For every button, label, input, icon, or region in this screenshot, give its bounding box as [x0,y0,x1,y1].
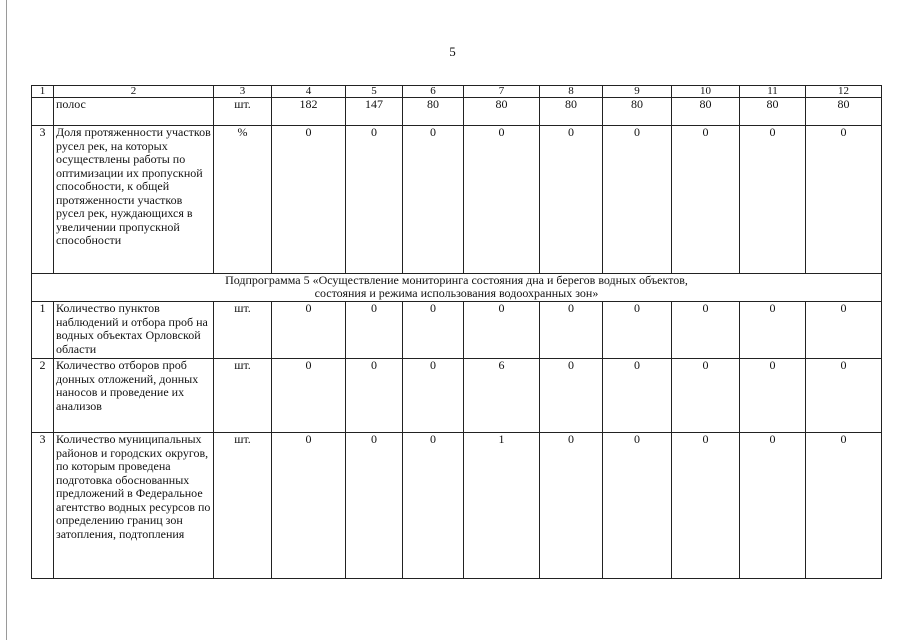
value-cell: 0 [806,433,882,579]
value-cell: 80 [403,98,464,126]
column-header: 1 [32,86,54,98]
row-number: 1 [32,302,54,359]
unit-cell: шт. [214,302,272,359]
row-number [32,98,54,126]
value-cell: 0 [540,433,603,579]
column-header: 4 [272,86,346,98]
table-row [32,98,882,126]
value-cell: 0 [603,302,672,359]
value-cell: 0 [740,126,806,274]
value-cell: 6 [464,359,540,433]
value-cell: 0 [272,302,346,359]
value-cell: 0 [540,302,603,359]
indicator-name: полос [54,98,214,126]
table-row [32,359,882,433]
value-cell: 80 [740,98,806,126]
value-cell: 0 [346,302,403,359]
column-header: 6 [403,86,464,98]
indicator-name: Количество муниципальных районов и городских округов, по которым проведена подготовка обоснованных предложений в Федеральное агентство водных ресурсов по определению границ зон затопления, подтопления [54,433,214,579]
indicator-name: Доля протяженности участков русел рек, на которых осуществлены работы по оптимизации их пропускной способности, к общей протяженности участков русел рек, нуждающихся в увеличении пропускной способности [54,126,214,274]
table-row [32,433,882,579]
value-cell: 0 [272,126,346,274]
page-number: 5 [449,44,456,59]
value-cell: 0 [464,302,540,359]
value-cell: 80 [464,98,540,126]
value-cell: 0 [806,359,882,433]
column-header: 10 [672,86,740,98]
value-cell: 0 [672,433,740,579]
value-cell: 80 [806,98,882,126]
indicator-name: Количество отборов проб донных отложений, донных наносов и проведение их анализов [54,359,214,433]
value-cell: 1 [464,433,540,579]
value-cell: 0 [672,126,740,274]
unit-cell: шт. [214,433,272,579]
subprogram-title-line-1: Подпрограмма 5 «Осуществление мониторинга состояния дна и берегов водных объектов, [225,273,688,287]
value-cell: 182 [272,98,346,126]
subprogram-title-line-2: состояния и режима использования водоохранных зон» [314,286,599,300]
value-cell: 0 [272,433,346,579]
column-header: 5 [346,86,403,98]
row-number: 2 [32,359,54,433]
value-cell: 0 [603,359,672,433]
value-cell: 0 [740,433,806,579]
value-cell: 0 [603,126,672,274]
table-row [32,302,882,359]
column-header: 11 [740,86,806,98]
subprogram-title [32,274,882,302]
column-header: 7 [464,86,540,98]
value-cell: 0 [403,433,464,579]
unit-cell: % [214,126,272,274]
left-margin-line [6,0,7,640]
value-cell: 0 [272,359,346,433]
value-cell: 0 [740,302,806,359]
value-cell: 0 [403,359,464,433]
row-number: 3 [32,126,54,274]
value-cell: 80 [672,98,740,126]
value-cell: 0 [672,302,740,359]
column-header: 8 [540,86,603,98]
unit-cell: шт. [214,359,272,433]
column-header: 12 [806,86,882,98]
value-cell: 0 [346,359,403,433]
table-row [32,126,882,274]
column-header: 9 [603,86,672,98]
value-cell: 80 [540,98,603,126]
value-cell: 0 [346,433,403,579]
column-number-row [32,86,882,98]
row-number: 3 [32,433,54,579]
unit-cell: шт. [214,98,272,126]
value-cell: 0 [740,359,806,433]
value-cell: 0 [540,126,603,274]
value-cell: 0 [403,126,464,274]
indicators-table [31,85,882,579]
value-cell: 0 [672,359,740,433]
subprogram-row [32,274,882,302]
indicator-name: Количество пунктов наблюдений и отбора проб на водных объектах Орловской области [54,302,214,359]
value-cell: 0 [403,302,464,359]
value-cell: 0 [806,126,882,274]
value-cell: 147 [346,98,403,126]
value-cell: 0 [540,359,603,433]
column-header: 2 [54,86,214,98]
value-cell: 0 [603,433,672,579]
value-cell: 80 [603,98,672,126]
column-header: 3 [214,86,272,98]
value-cell: 0 [346,126,403,274]
value-cell: 0 [464,126,540,274]
value-cell: 0 [806,302,882,359]
